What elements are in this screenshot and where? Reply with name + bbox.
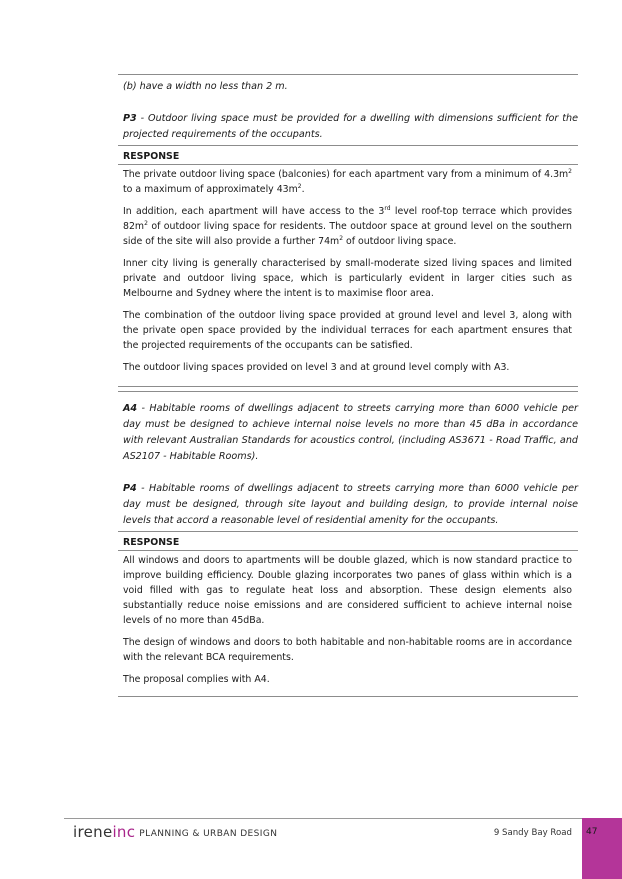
brand-name-part1: irene [73, 823, 113, 841]
page-number: 47 [586, 827, 598, 837]
brand-logo [73, 822, 277, 844]
a4-text: - Habitable rooms of dwellings adjacent to streets carrying more than 6000 vehicle per day must be designed to achieve internal noise levels no more than 45 dBa in accordance with relevant Australian Standards for acoustics control, (including AS3671 - Road Traffic, and AS2107 - Habitable Rooms). [123, 403, 578, 462]
p3-text: - Outdoor living space must be provided for a dwelling with dimensions sufficient for the projected requirements of the occupants. [123, 113, 578, 140]
footer-address: 9 Sandy Bay Road [493, 828, 572, 838]
response-section-p4 [118, 551, 578, 687]
response-paragraph: The proposal complies with A4. [123, 674, 270, 685]
clause-b: (b) have a width no less than 2 m. [123, 81, 288, 92]
p4-label: P4 [123, 483, 137, 494]
response-paragraph: The design of windows and doors to both habitable and non-habitable rooms are in accordance with the relevant BCA requirements. [123, 637, 572, 663]
document-body [118, 74, 578, 697]
p3-label: P3 [123, 113, 137, 124]
response-paragraph: In addition, each apartment will have access to the 3rd level roof-top terrace which provides $82m^2$ of outdoor living space for residents. The outdoor space at ground level on the southern side of the site will also provide a further $74m^2$ of outdoor living space. [123, 204, 573, 247]
response-paragraph: The private outdoor living space (balconies) for each apartment vary from a minimum of $4.3m^2$ to a maximum of approximately $43m^2$. [123, 167, 572, 195]
response-heading: RESPONSE [123, 537, 180, 548]
brand-name-part2: inc [112, 823, 136, 841]
a4-label: A4 [123, 403, 138, 414]
performance-criterion-p4 [118, 481, 578, 531]
p4-text: - Habitable rooms of dwellings adjacent to streets carrying more than 6000 vehicle per day must be designed, through site layout and building design, to provide internal noise levels that accord a reasonable level of residential amenity for the occupants. [123, 483, 578, 526]
page-number-tab [582, 818, 622, 879]
response-heading: RESPONSE [123, 151, 180, 162]
footer-divider [64, 818, 582, 819]
performance-criterion-p3 [118, 105, 578, 145]
response-paragraph: The combination of the outdoor living space provided at ground level and level 3, along with the private open space provided by the individual terraces for each apartment ensures that the projected requirements of the occupants can be satisfied. [123, 310, 572, 351]
brand-tagline: PLANNING & URBAN DESIGN [139, 829, 278, 839]
acceptable-solution-a4 [118, 392, 578, 465]
response-paragraph: Inner city living is generally characterised by small-moderate sized living spaces and limited private and outdoor living space, which is particularly evident in larger cities such as Melbourne and Sydney where the intent is to maximise floor area. [123, 258, 572, 299]
response-paragraph: All windows and doors to apartments will be double glazed, which is now standard practice to improve building efficiency. Double glazing incorporates two panes of glass within which is a void filled with gas to regulate heat loss and absorption. These design elements also substantially reduce noise emissions and are considered sufficient to achieve internal noise levels of no more than 45dBa. [123, 555, 572, 626]
response-paragraph: The outdoor living spaces provided on level 3 and at ground level comply with A3. [123, 362, 510, 373]
divider [118, 696, 578, 697]
response-section-p3 [118, 165, 578, 375]
